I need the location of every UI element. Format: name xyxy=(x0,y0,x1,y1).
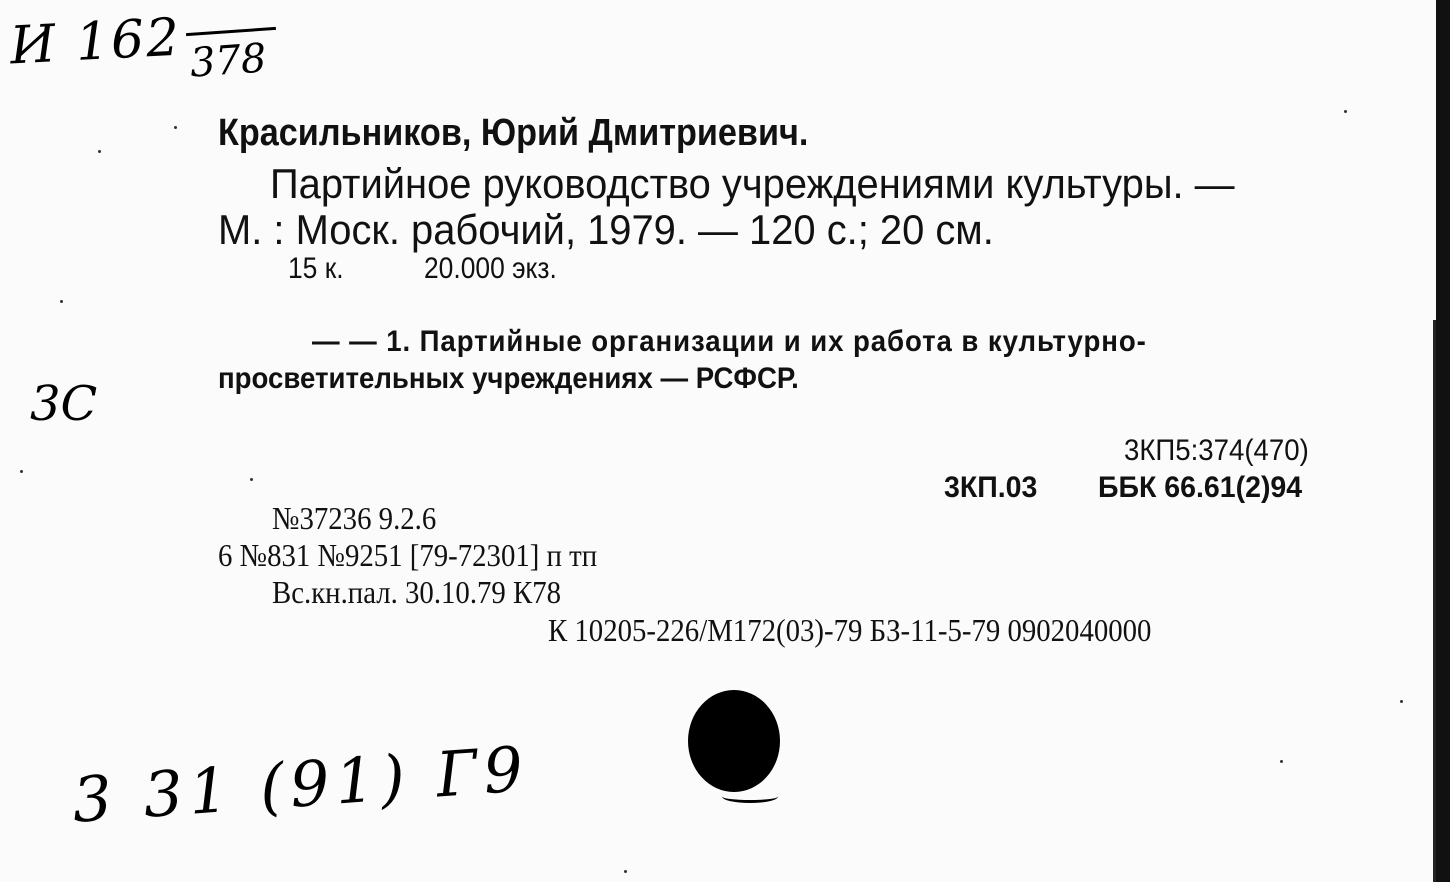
scan-speck xyxy=(1400,700,1403,703)
punch-hole xyxy=(688,690,780,792)
chamber-line xyxy=(272,574,593,611)
print-run xyxy=(424,252,575,286)
scan-speck xyxy=(174,126,177,129)
scan-speck xyxy=(1344,110,1347,113)
subject-line-2 xyxy=(218,362,849,396)
subject-text-2: просветительных учреждениях — РСФСР. xyxy=(218,362,799,395)
price-text: 15 к. xyxy=(288,252,344,285)
number-line xyxy=(272,500,455,537)
title-line-2 xyxy=(218,206,1035,254)
scan-speck xyxy=(624,870,627,873)
scan-speck xyxy=(60,300,63,303)
classification-2-left xyxy=(944,471,1042,505)
price xyxy=(288,252,351,286)
order-line xyxy=(218,537,639,574)
author-heading xyxy=(218,112,874,155)
classification-text-2-right: ББК 66.61(2)94 xyxy=(1098,471,1303,504)
subject-line-1 xyxy=(312,325,1219,359)
number-line-text: №37236 9.2.6 xyxy=(272,500,437,536)
index-line-text: К 10205-226/М172(03)-79 БЗ-11-5-79 0902040000 xyxy=(548,612,1152,648)
scan-speck xyxy=(20,470,23,473)
scan-speck xyxy=(1280,760,1283,763)
card-right-edge xyxy=(1436,0,1450,882)
card-right-edge-shadow xyxy=(1433,320,1436,882)
handwritten-top-code: И 162 xyxy=(8,7,183,77)
title-line-1 xyxy=(270,160,1285,208)
title-text-1: Партийное руководство учреждениями культуры. — xyxy=(270,160,1235,207)
title-text-2: М. : Моск. рабочий, 1979. — 120 с.; 20 см. xyxy=(218,206,994,253)
index-line xyxy=(548,612,1219,649)
scan-speck xyxy=(98,150,101,153)
classification-text-2-left: 3КП.03 xyxy=(944,471,1038,504)
classification-text-1: 3КП5:374(470) xyxy=(1124,434,1309,467)
punch-hole-tail xyxy=(722,790,778,803)
print-run-text: 20.000 экз. xyxy=(424,252,557,285)
classification-1 xyxy=(1124,434,1325,468)
classification-2-right xyxy=(1098,471,1313,505)
handwritten-bottom-code: 3 31 (91) Г9 xyxy=(70,732,532,837)
author-text: Красильников, Юрий Дмитриевич. xyxy=(218,112,809,154)
scan-speck xyxy=(250,478,253,481)
order-line-text: 6 №831 №9251 [79-72301] п тп xyxy=(218,537,598,573)
handwritten-top-fraction: 378 xyxy=(188,35,268,87)
handwritten-left-mark: 3С xyxy=(30,376,98,432)
subject-text-1: — — 1. Партийные организации и их работа в культурно- xyxy=(312,325,1147,358)
chamber-line-text: Вс.кн.пал. 30.10.79 К78 xyxy=(272,574,562,610)
